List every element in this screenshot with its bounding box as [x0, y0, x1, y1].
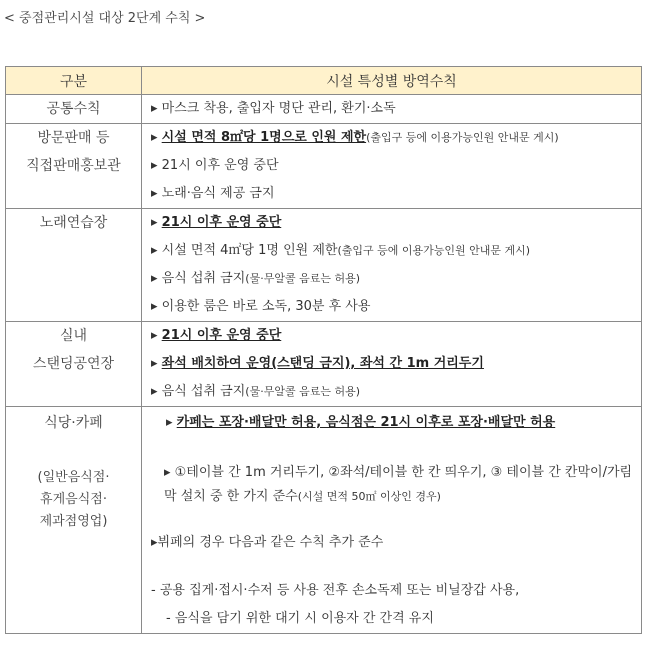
table-row — [6, 322, 642, 407]
rule-item: ▸ 마스크 착용, 출입자 명단 관리, 환기·소독 — [151, 101, 396, 116]
rule-item: ▸ 이용한 룸은 바로 소독, 30분 후 사용 — [151, 299, 371, 314]
table-row — [6, 407, 642, 634]
category-sublabel: (일반음식점· — [37, 470, 110, 485]
rule-item — [142, 461, 641, 509]
rule-emphasis: 21시 이후 운영 중단 — [161, 215, 282, 230]
rule-text: ▸ ①테이블 간 1m 거리두기, ②좌석/테이블 한 칸 띄우기, ③ 테이블 간 칸막이/가림막 설치 중 한 가지 준수 — [164, 465, 633, 504]
page-title: < 중점관리시설 대상 2단계 수칙 > — [4, 11, 206, 26]
category-cell — [6, 209, 142, 322]
rule-item: - 공용 집게·접시·수저 등 사용 전후 손소독제 또는 비닐장갑 사용, — [151, 583, 520, 598]
bullet: ▸ — [151, 130, 158, 145]
rules-cell — [142, 124, 642, 209]
category-label: 방문판매 등 — [37, 130, 110, 146]
rule-item: ▸뷔페의 경우 다음과 같은 수칙 추가 준수 — [151, 535, 384, 550]
rule-item — [142, 322, 641, 350]
rules-cell — [142, 95, 642, 124]
category-sublabel: 휴게음식점· — [40, 492, 107, 507]
rule-item — [142, 350, 641, 378]
category-label: 노래연습장 — [39, 215, 108, 231]
rules-cell — [142, 407, 642, 634]
category-cell — [6, 322, 142, 407]
rule-emphasis: 21시 이후 운영 중단 — [161, 328, 282, 343]
bullet: ▸ — [151, 215, 158, 230]
rule-item — [142, 409, 641, 437]
category-sublabel: 제과점영업) — [39, 514, 108, 529]
rule-text: ▸ 시설 면적 4㎡당 1명 인원 제한 — [151, 243, 338, 258]
rule-item: - 음식을 담기 위한 대기 시 이용자 간 간격 유지 — [166, 611, 434, 626]
rule-note: (출입구 등에 이용가능인원 안내문 게시) — [337, 244, 531, 257]
header-category: 구분 — [6, 67, 142, 95]
rule-note: (물·무알콜 음료는 허용) — [245, 385, 360, 398]
header-rules: 시설 특성별 방역수칙 — [142, 67, 642, 95]
category-label: 실내 — [59, 328, 88, 344]
rule-item: ▸ 21시 이후 운영 중단 — [151, 158, 279, 173]
rule-note: (출입구 등에 이용가능인원 안내문 게시) — [366, 131, 559, 144]
table-row — [6, 209, 642, 322]
rules-cell — [142, 322, 642, 407]
bullet: ▸ — [151, 356, 158, 371]
category-cell — [6, 95, 142, 124]
category-label: 식당·카페 — [44, 415, 103, 431]
category-label: 직접판매홍보관 — [26, 158, 121, 174]
rule-emphasis: 시설 면적 8㎡당 1명으로 인원 제한 — [161, 130, 367, 145]
category-label: 스탠딩공연장 — [32, 356, 115, 372]
rule-item — [142, 209, 641, 237]
rule-item — [142, 237, 641, 265]
rules-cell — [142, 209, 642, 322]
rule-item — [142, 124, 641, 152]
rule-note: (물·무알콜 음료는 허용) — [245, 272, 360, 285]
rule-text: ▸ 음식 섭취 금지 — [151, 271, 246, 286]
category-cell — [6, 124, 142, 209]
rule-item — [142, 378, 641, 406]
rule-item — [142, 265, 641, 293]
rule-text: ▸ 음식 섭취 금지 — [151, 384, 246, 399]
table-header-row — [6, 67, 642, 95]
category-label: 공통수칙 — [46, 101, 101, 117]
rule-note: (시설 면적 50㎡ 이상인 경우) — [297, 490, 441, 503]
table-row — [6, 124, 642, 209]
rule-emphasis: 좌석 배치하여 운영(스탠딩 금지), 좌석 간 1m 거리두기 — [161, 356, 484, 371]
bullet: ▸ — [151, 328, 158, 343]
bullet: ▸ — [166, 415, 173, 430]
rules-table — [5, 66, 642, 634]
category-cell — [6, 407, 142, 634]
table-row — [6, 95, 642, 124]
rule-emphasis: 카페는 포장·배달만 허용, 음식점은 21시 이후로 포장·배달만 허용 — [176, 415, 556, 430]
rule-item: ▸ 노래·음식 제공 금지 — [151, 186, 275, 201]
